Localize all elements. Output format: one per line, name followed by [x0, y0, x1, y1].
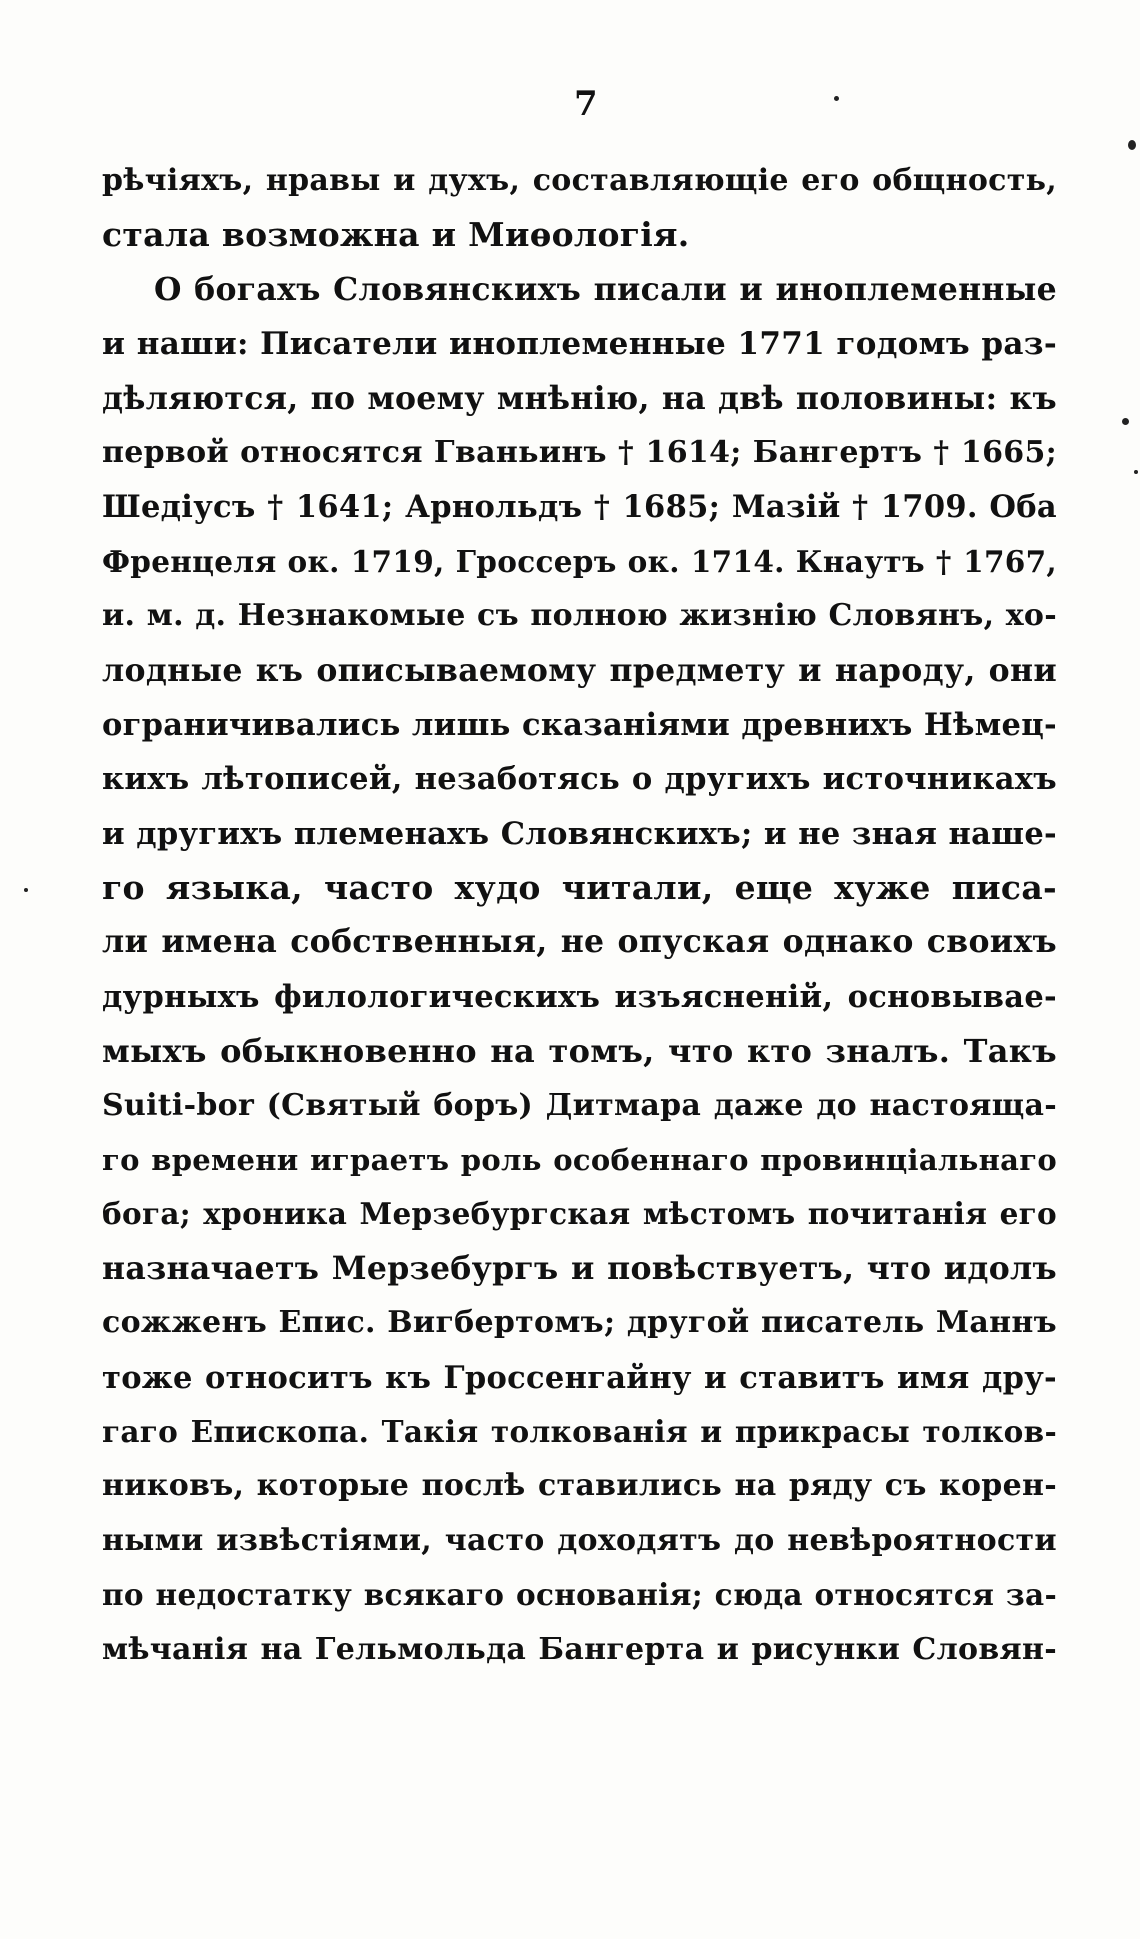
ink-speck [24, 888, 28, 892]
text-line: мѣчанія на Гельмольда Бангерта и рисунки Словян- [102, 1631, 1057, 1667]
text-line: назначаетъ Мерзебургъ и повѣствуетъ, что идолъ [102, 1249, 1057, 1287]
text-line: мыхъ обыкновенно на томъ, что кто зналъ. Такъ [102, 1032, 1057, 1071]
text-line: гаго Епископа. Такія толкованія и прикрасы толков- [102, 1413, 1057, 1449]
ink-speck [1122, 418, 1129, 425]
text-line: ли имена собственныя, не опуская однако своихъ [102, 923, 1057, 961]
ink-speck [1128, 140, 1136, 150]
ink-speck [834, 96, 839, 101]
text-line: ограничивались лишь сказаніями древнихъ Нѣмец- [102, 706, 1057, 743]
text-line: первой относятся Гваньинъ † 1614; Бангертъ † 1665; [102, 434, 1057, 470]
text-line: никовъ, которые послѣ ставились на ряду съ корен- [102, 1468, 1057, 1504]
text-line: лодные къ описываемому предмету и народу, они [102, 651, 1057, 689]
text-line: и другихъ племенахъ Словянскихъ; и не зная наше- [102, 815, 1057, 852]
text-line: ными извѣстіями, часто доходятъ до невѣроятности [102, 1522, 1057, 1558]
text-line: Шедіусъ † 1641; Арнольдъ † 1685; Мазій † 1709. Оба [102, 489, 1057, 526]
body-text [102, 154, 1057, 1677]
text-line: рѣчіяхъ, нравы и духъ, составляющіе его общность, [102, 163, 1057, 198]
text-line: кихъ лѣтописей, незаботясь о другихъ источникахъ [102, 761, 1057, 798]
text-line: го языка, часто худо читали, еще хуже писа- [102, 868, 1057, 908]
ink-speck [1134, 470, 1138, 474]
text-line: О богахъ Словянскихъ писали и иноплеменные [154, 270, 1057, 308]
text-line: дурныхъ филологическихъ изъясненій, основывае- [102, 978, 1057, 1015]
text-line: и. м. д. Незнакомые съ полною жизнію Словянъ, хо- [102, 598, 1057, 634]
text-line: тоже относитъ къ Гроссенгайну и ставитъ имя дру- [102, 1359, 1057, 1396]
text-line: стала возможна и Миѳологія. [102, 215, 690, 255]
text-line: дѣляются, по моему мнѣнію, на двѣ половины: къ [102, 379, 1057, 417]
text-line: сожженъ Епис. Вигбертомъ; другой писатель Маннъ [102, 1305, 1057, 1341]
text-line: бога; хроника Мерзебургская мѣстомъ почитанія его [102, 1196, 1057, 1232]
text-line: по недостатку всякаго основанія; сюда относятся за- [102, 1577, 1057, 1613]
text-line: Suiti-bor (Святый боръ) Дитмара даже до настояща- [102, 1087, 1057, 1123]
text-line: и наши: Писатели иноплеменные 1771 годомъ раз- [102, 326, 1057, 363]
text-line: го времени играетъ роль особеннаго провинціальнаго [102, 1143, 1057, 1178]
text-line: Френцеля ок. 1719, Гроссеръ ок. 1714. Кнаутъ † 1767, [102, 543, 1057, 579]
page-number: 7 [574, 84, 598, 124]
